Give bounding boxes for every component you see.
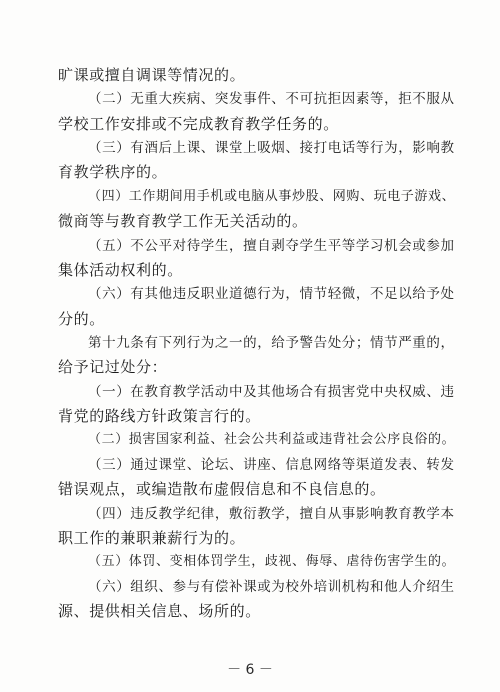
text-line: 给予记过处分： (58, 358, 168, 376)
text-line: 学校工作安排或不完成教育教学任务的。 (58, 115, 339, 133)
text-line: 微商等与教育教学工作无关活动的。 (58, 212, 308, 230)
text-line: 第十九条有下列行为之一的，给予警告处分；情节严重的， (88, 335, 455, 351)
text-line: （一）在教育教学活动中及其他场合有损害党中央权威、违 (88, 384, 455, 400)
text-line: （六）组织、参与有偿补课或为校外培训机构和他人介绍生 (88, 579, 455, 595)
text-line: （六）有其他违反职业道德行为，情节轻微，不足以给予处 (88, 286, 455, 302)
page-number: － 6 － (227, 662, 273, 678)
text-line: （五）不公平对待学生，擅自剥夺学生平等学习机会或参加 (88, 238, 455, 254)
text-line: 职工作的兼职兼薪行为的。 (58, 529, 246, 547)
text-line: 旷课或擅自调课等情况的。 (58, 66, 246, 84)
text-line: （三）通过课堂、论坛、讲座、信息网络等渠道发表、转发 (88, 457, 455, 473)
text-line: 错误观点，或编造散布虚假信息和不良信息的。 (58, 480, 386, 498)
text-line: （二）无重大疾病、突发事件、不可抗拒因素等，拒不服从 (88, 91, 455, 107)
text-line: （五）体罚、变相体罚学生，歧视、侮辱、虐待伤害学生的。 (88, 554, 456, 569)
text-line: （四）违反教学纪律，敷衍教学，擅自从事影响教育教学本 (88, 506, 455, 522)
text-line: 分的。 (58, 310, 105, 328)
text-line: 集体活动权利的。 (58, 261, 183, 279)
text-line: （四）工作期间用手机或电脑从事炒股、网购、玩电子游戏、 (88, 189, 456, 204)
text-line: （二）损害国家利益、社会公共利益或违背社会公序良俗的。 (88, 432, 456, 447)
text-line: 源、提供相关信息、场所的。 (58, 602, 261, 620)
text-line: 育教学秩序的。 (58, 163, 168, 181)
text-line: 背党的路线方针政策言行的。 (58, 407, 261, 425)
text-line: （三）有酒后上课、课堂上吸烟、接打电话等行为，影响教 (88, 140, 455, 156)
